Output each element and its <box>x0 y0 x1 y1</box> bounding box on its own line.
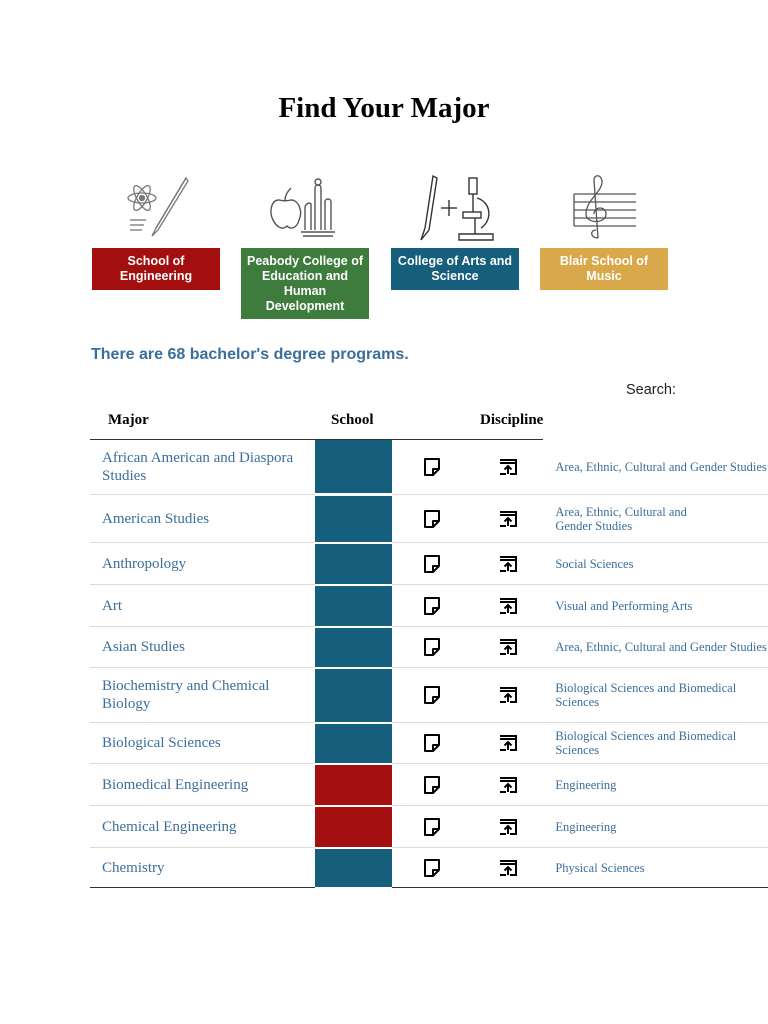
school-color-cell <box>315 495 392 543</box>
school-color-cell <box>315 723 392 764</box>
open-external-icon[interactable] <box>498 859 518 877</box>
discipline-cell <box>543 764 768 806</box>
school-color-cell <box>315 806 392 848</box>
open-cell <box>472 848 543 888</box>
open-external-icon[interactable] <box>498 686 518 704</box>
discipline-link[interactable]: Area, Ethnic, Cultural and Gender Studies <box>555 640 767 654</box>
discipline-cell <box>543 627 768 668</box>
school-color-cell <box>315 668 392 723</box>
document-icon[interactable] <box>423 554 441 574</box>
discipline-cell <box>543 848 768 888</box>
document-icon[interactable] <box>423 637 441 657</box>
table-row <box>90 495 768 543</box>
doc-cell <box>392 806 472 848</box>
table-row <box>90 627 768 668</box>
major-link[interactable]: American Studies <box>102 510 210 527</box>
doc-cell <box>392 627 472 668</box>
discipline-link[interactable]: Biological Sciences and Biomedical Sciences <box>555 681 737 709</box>
discipline-link[interactable]: Visual and Performing Arts <box>555 598 693 613</box>
open-external-icon[interactable] <box>498 818 518 836</box>
table-row <box>90 543 768 585</box>
table-row <box>90 668 768 723</box>
school-color-swatch <box>315 544 392 584</box>
major-cell <box>90 543 315 585</box>
table-header-row <box>90 402 768 440</box>
document-icon[interactable] <box>423 509 441 529</box>
treble-clef-icon <box>540 156 668 248</box>
program-count: There are 68 bachelor's degree programs. <box>91 346 409 363</box>
document-icon[interactable] <box>423 596 441 616</box>
doc-cell <box>392 668 472 723</box>
major-link[interactable]: African American and Diaspora Studies <box>102 450 294 484</box>
atom-pen-icon <box>92 156 220 248</box>
school-card-blair[interactable] <box>540 156 668 290</box>
discipline-cell <box>543 806 768 848</box>
brush-microscope-icon <box>391 156 519 248</box>
table-row <box>90 764 768 806</box>
school-button-arts-science[interactable]: College of Arts and Science <box>391 248 519 290</box>
school-color-swatch <box>315 628 392 667</box>
major-cell <box>90 764 315 806</box>
document-icon[interactable] <box>423 685 441 705</box>
open-external-icon[interactable] <box>498 734 518 752</box>
discipline-cell <box>543 543 768 585</box>
doc-cell <box>392 543 472 585</box>
school-color-swatch <box>315 724 392 763</box>
apple-chess-icon <box>241 156 369 248</box>
school-card-arts-science[interactable] <box>391 156 519 290</box>
discipline-link[interactable]: Area, Ethnic, Cultural and Gender Studies <box>555 459 767 474</box>
discipline-link[interactable]: Social Sciences <box>555 556 634 571</box>
doc-cell <box>392 495 472 543</box>
table-row <box>90 723 768 764</box>
school-color-cell <box>315 764 392 806</box>
discipline-link[interactable]: Physical Sciences <box>555 860 645 875</box>
column-header-actions <box>392 402 472 440</box>
document-icon[interactable] <box>423 775 441 795</box>
document-icon[interactable] <box>423 457 441 477</box>
discipline-cell <box>543 668 768 723</box>
page-title: Find Your Major <box>278 92 490 124</box>
discipline-link[interactable]: Biological Sciences and Biomedical Sciences <box>555 729 737 757</box>
document-icon[interactable] <box>423 858 441 878</box>
school-button-blair[interactable]: Blair School of Music <box>540 248 668 290</box>
school-color-swatch <box>315 586 392 626</box>
table-row <box>90 848 768 888</box>
school-color-cell <box>315 585 392 627</box>
document-icon[interactable] <box>423 817 441 837</box>
school-color-cell <box>315 848 392 888</box>
table-row <box>90 806 768 848</box>
doc-cell <box>392 585 472 627</box>
doc-cell <box>392 848 472 888</box>
open-external-icon[interactable] <box>498 638 518 656</box>
open-cell <box>472 440 543 495</box>
major-link[interactable]: Chemical Engineering <box>102 818 237 835</box>
open-cell <box>472 585 543 627</box>
discipline-link[interactable]: Engineering <box>555 777 617 792</box>
open-cell <box>472 723 543 764</box>
major-link[interactable]: Asian Studies <box>102 639 185 655</box>
open-external-icon[interactable] <box>498 458 518 476</box>
school-card-engineering[interactable] <box>92 156 220 290</box>
major-link[interactable]: Chemistry <box>102 859 165 876</box>
discipline-link[interactable]: Area, Ethnic, Cultural and Gender Studies <box>555 504 687 533</box>
major-cell <box>90 668 315 723</box>
school-color-swatch <box>315 807 392 847</box>
school-button-engineering[interactable]: School of Engineering <box>92 248 220 290</box>
search-label: Search: <box>626 382 676 398</box>
open-cell <box>472 495 543 543</box>
document-icon[interactable] <box>423 733 441 753</box>
open-external-icon[interactable] <box>498 510 518 528</box>
discipline-cell <box>543 495 768 543</box>
major-link[interactable]: Biochemistry and Chemical Biology <box>102 678 270 712</box>
table-row <box>90 585 768 627</box>
table-row <box>90 440 768 495</box>
majors-table <box>90 402 768 889</box>
open-cell <box>472 627 543 668</box>
major-cell <box>90 723 315 764</box>
doc-cell <box>392 723 472 764</box>
major-cell <box>90 495 315 543</box>
open-external-icon[interactable] <box>498 776 518 794</box>
school-card-peabody[interactable] <box>241 156 369 319</box>
school-color-cell <box>315 543 392 585</box>
column-header-major[interactable]: Major <box>90 402 315 440</box>
column-header-school[interactable]: School <box>315 402 392 440</box>
open-cell <box>472 543 543 585</box>
major-cell <box>90 440 315 495</box>
major-link[interactable]: Biological Sciences <box>102 735 221 751</box>
school-button-peabody[interactable]: Peabody College of Education and Human Development <box>241 248 369 319</box>
school-color-swatch <box>315 849 392 887</box>
school-color-swatch <box>315 765 392 805</box>
school-color-cell <box>315 440 392 495</box>
discipline-link[interactable]: Engineering <box>555 819 617 834</box>
major-link[interactable]: Art <box>102 597 122 614</box>
school-color-swatch <box>315 669 392 722</box>
column-header-discipline[interactable]: Discipline <box>472 402 543 440</box>
open-cell <box>472 806 543 848</box>
major-cell <box>90 627 315 668</box>
major-cell <box>90 585 315 627</box>
school-color-swatch <box>315 440 392 493</box>
school-color-swatch <box>315 496 392 542</box>
major-cell <box>90 848 315 888</box>
school-color-cell <box>315 627 392 668</box>
doc-cell <box>392 440 472 495</box>
open-cell <box>472 764 543 806</box>
major-link[interactable]: Anthropology <box>102 555 187 572</box>
open-external-icon[interactable] <box>498 555 518 573</box>
open-external-icon[interactable] <box>498 597 518 615</box>
discipline-cell <box>543 585 768 627</box>
discipline-cell <box>543 440 768 495</box>
doc-cell <box>392 764 472 806</box>
discipline-cell <box>543 723 768 764</box>
major-cell <box>90 806 315 848</box>
major-link[interactable]: Biomedical Engineering <box>102 776 249 793</box>
open-cell <box>472 668 543 723</box>
